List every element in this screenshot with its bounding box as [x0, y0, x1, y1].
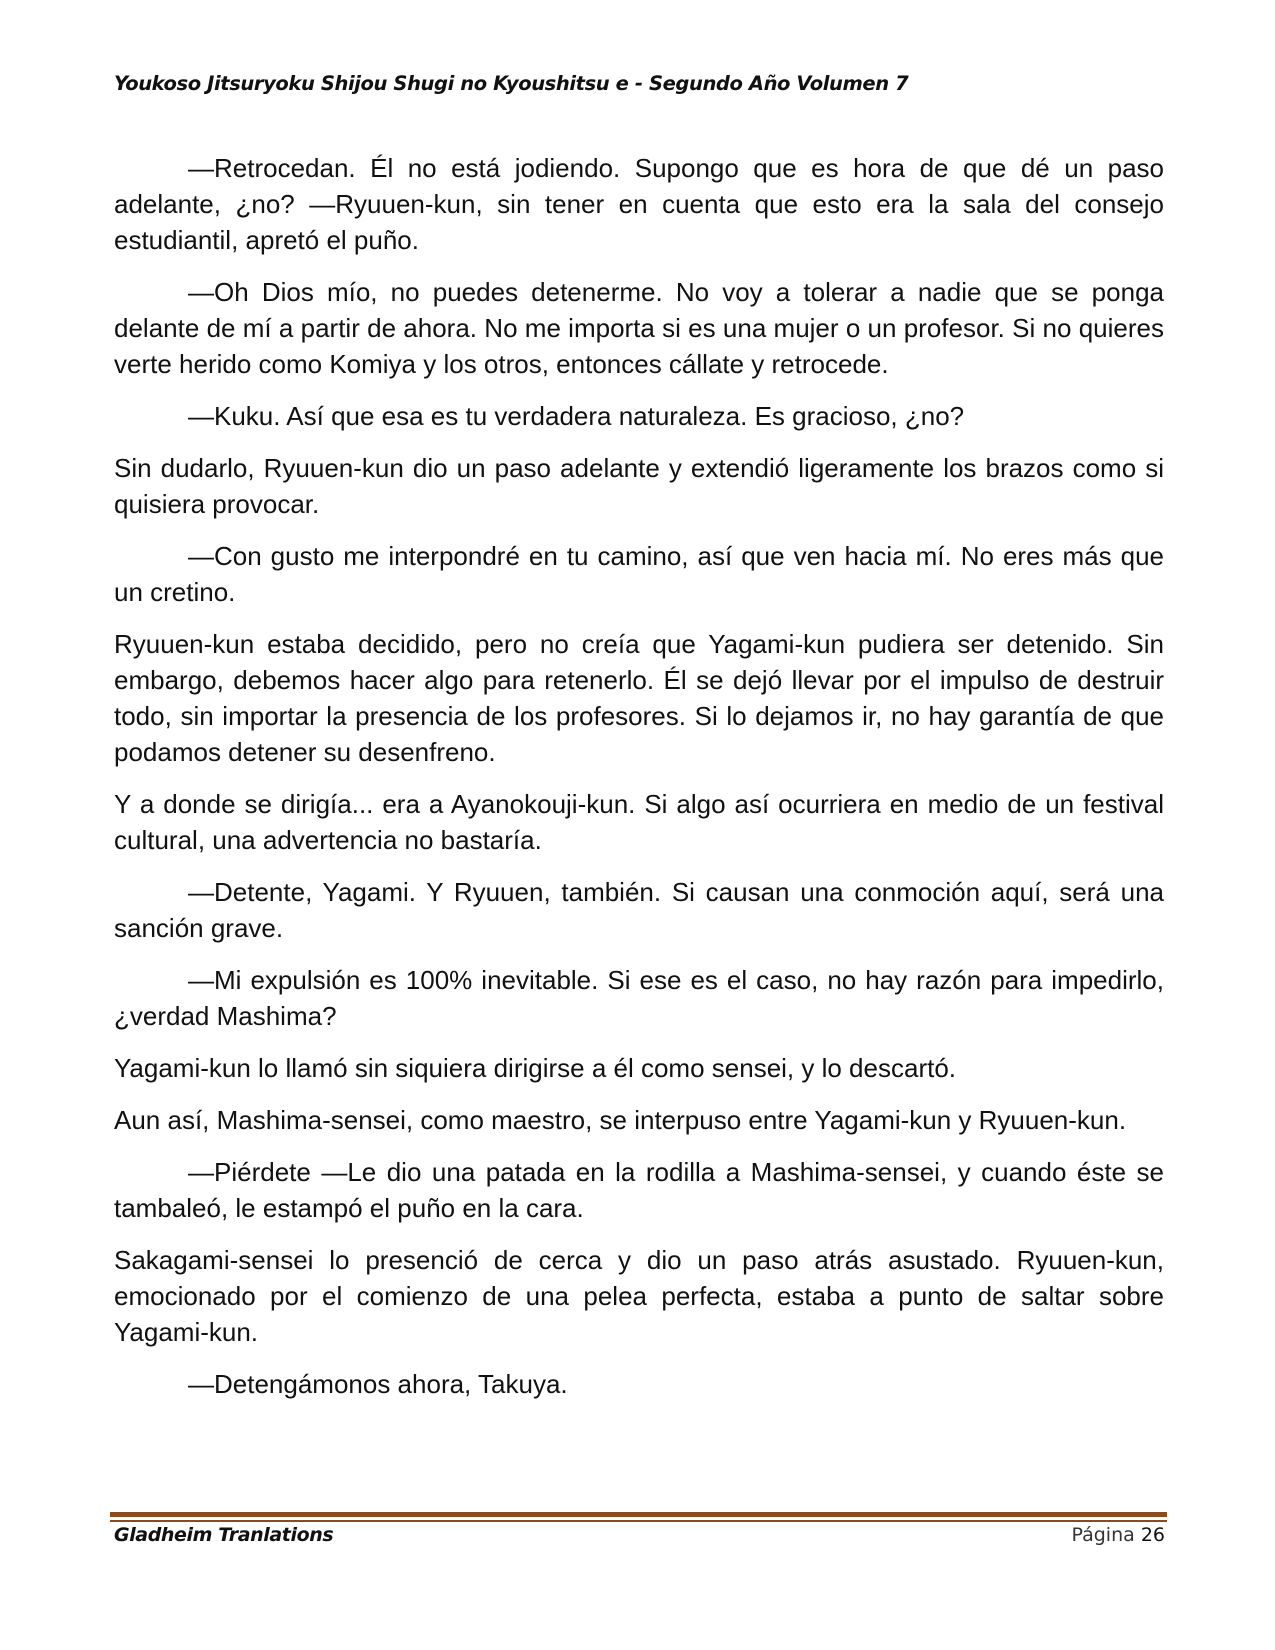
paragraph-4: Sin dudarlo, Ryuuen-kun dio un paso adelante y extendió ligeramente los brazos como si quisiera provocar. — [114, 453, 1164, 519]
paragraph-1: —Retrocedan. Él no está jodiendo. Supongo que es hora de que dé un paso adelante, ¿no? —Ryuuen-kun, sin tener en cuenta que esto era la sala del consejo estudiantil, apretó el puño. — [114, 153, 1164, 255]
paragraph-6: Ryuuen-kun estaba decidido, pero no creía que Yagami-kun pudiera ser detenido. Sin embargo, debemos hacer algo para retenerlo. Él se dejó llevar por el impulso de destruir todo, sin importar la presencia de los profesores. Si lo dejamos ir, no hay garantía de que podamos detener su desenfreno. — [114, 629, 1164, 767]
paragraph-10: Yagami-kun lo llamó sin siquiera dirigirse a él como sensei, y lo descartó. — [114, 1053, 957, 1083]
book-title: Youkoso Jitsuryoku Shijou Shugi no Kyoushitsu e - Segundo Año Volumen 7 — [114, 72, 909, 95]
paragraph-12: —Piérdete —Le dio una patada en la rodilla a Mashima-sensei, y cuando éste se tambaleó, le estampó el puño en la cara. — [114, 1157, 1164, 1223]
paragraph-14: —Detengámonos ahora, Takuya. — [188, 1369, 568, 1399]
publisher-name: Gladheim Tranlations — [114, 1524, 334, 1546]
page-number: 26 — [1140, 1524, 1165, 1546]
paragraph-2: —Oh Dios mío, no puedes detenerme. No voy a tolerar a nadie que se ponga delante de mí a partir de ahora. No me importa si es una mujer o un profesor. Si no quieres verte herido como Komiya y los otros, entonces cállate y retrocede. — [114, 277, 1164, 379]
footer-page-indicator — [1071, 1524, 1165, 1546]
paragraph-3: —Kuku. Así que esa es tu verdadera naturaleza. Es gracioso, ¿no? — [188, 401, 965, 431]
paragraph-9: —Mi expulsión es 100% inevitable. Si ese es el caso, no hay razón para impedirlo, ¿verdad Mashima? — [114, 965, 1164, 1031]
page-label: Página — [1071, 1524, 1135, 1546]
paragraph-5: —Con gusto me interpondré en tu camino, así que ven hacia mí. No eres más que un cretino. — [114, 541, 1164, 607]
footer-divider — [110, 1512, 1167, 1522]
paragraph-7: Y a donde se dirigía... era a Ayanokouji-kun. Si algo así ocurriera en medio de un festival cultural, una advertencia no bastaría. — [114, 789, 1164, 855]
page-body — [114, 150, 1164, 1418]
footer-publisher — [114, 1524, 333, 1546]
running-header — [114, 72, 1164, 95]
paragraph-11: Aun así, Mashima-sensei, como maestro, se interpuso entre Yagami-kun y Ryuuen-kun. — [114, 1105, 1127, 1135]
paragraph-13: Sakagami-sensei lo presenció de cerca y dio un paso atrás asustado. Ryuuen-kun, emocionado por el comienzo de una pelea perfecta, estaba a punto de saltar sobre Yagami-kun. — [114, 1245, 1164, 1347]
paragraph-8: —Detente, Yagami. Y Ryuuen, también. Si causan una conmoción aquí, será una sanción grave. — [114, 877, 1164, 943]
footer-divider-thin — [110, 1520, 1167, 1522]
